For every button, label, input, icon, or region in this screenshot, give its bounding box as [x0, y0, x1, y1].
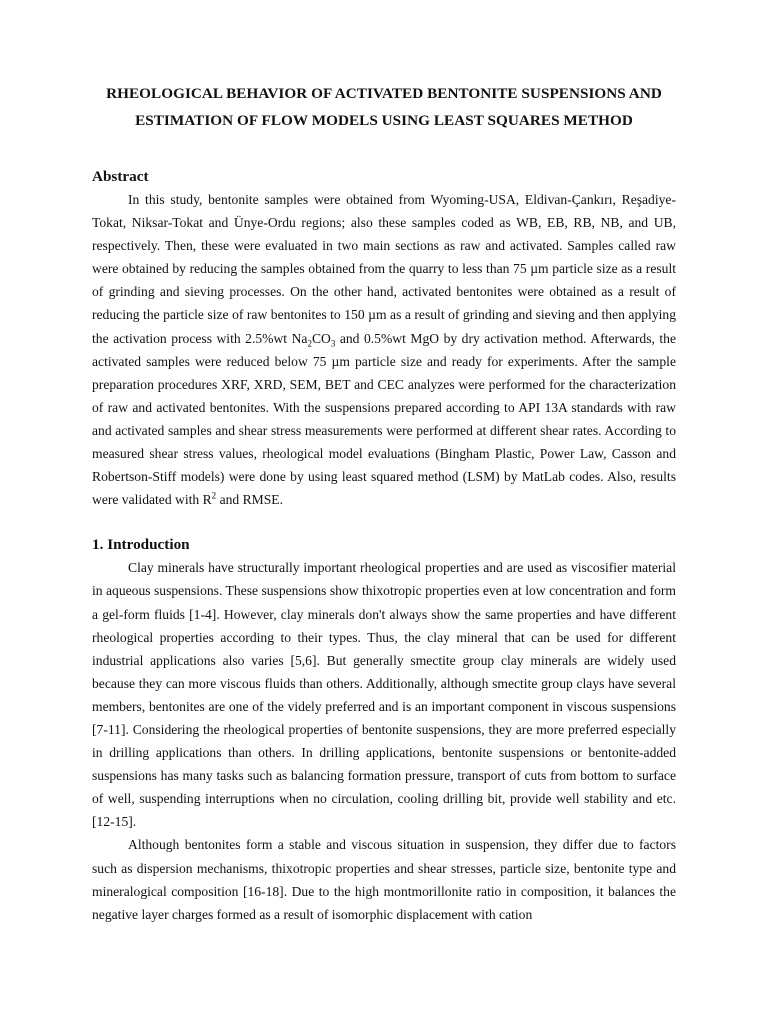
- abstract-text-part-2: CO: [311, 330, 331, 346]
- introduction-paragraph-2: Although bentonites form a stable and viscous situation in suspension, they differ due to factors such as dispersion mechanisms, thixotropic properties and shear stresses, particle size, bentonite type and mineralogical composition [16-18]. Due to the high montmorillonite ratio in composition, it balances the negative layer charges formed as a result of isomorphic displacement with cation: [92, 837, 676, 922]
- abstract-subscript-2: 2: [307, 338, 312, 349]
- abstract-paragraph: [92, 188, 676, 511]
- abstract-heading: Abstract: [92, 168, 149, 185]
- abstract-subscript-3: 3: [330, 338, 336, 349]
- abstract-text-part-1: In this study, bentonite samples were obtained from Wyoming-USA, Eldivan-Çankırı, Reşadiye-Tokat, Niksar-Tokat and Ünye-Ordu regions; also these samples coded as WB, EB, RB, NB, and UB, respectively. Then, these were evaluated in two main sections as raw and activated. Samples called raw were obtained by reducing the samples obtained from the quarry to less than 75 µm particle size as a result of grinding and sieving processes. On the other hand, activated bentonites were obtained as a result of reducing the particle size of raw bentonites to 150 µm as a result of grinding and sieving and then applying the activation process with 2.5%wt Na: [92, 192, 676, 346]
- introduction-heading: 1. Introduction: [92, 536, 190, 554]
- abstract-superscript-2: 2: [211, 490, 217, 501]
- introduction-paragraph-1: Clay minerals have structurally important rheological properties and are used as viscosifier material in aqueous suspensions. These suspensions show thixotropic properties even at low concentration and form a gel-form fluids [1-4]. However, clay minerals don't always show the same properties and have different rheological properties according to their types. Thus, the clay mineral that can be used for different industrial applications also varies [5,6]. But generally smectite group clay minerals are widely used because they can more viscous fluids than others. Additionally, although smectite group clays have several members, bentonites are one of the videly preferred and is an important component in viscous suspensions [7-11]. Considering the rheological properties of bentonite suspensions, they are more preferred especially in drilling applications than others. In drilling applications, bentonite suspensions or bentonite-added suspensions has many tasks such as balancing formation pressure, transport of cuts from bottom to surface of well, suspending interruptions when no circulation, cooling drilling bit, provide well stability and etc. [12-15].: [92, 560, 676, 830]
- paper-page: [92, 80, 676, 926]
- paper-title-line-1: RHEOLOGICAL BEHAVIOR OF ACTIVATED BENTONITE SUSPENSIONS AND: [106, 85, 662, 102]
- abstract-text-part-4: and RMSE.: [216, 492, 284, 508]
- abstract-text-part-3: and 0.5%wt MgO by dry activation method. Afterwards, the activated samples were reduced below 75 µm particle size and ready for experiments. After the sample preparation procedures XRF, XRD, SEM, BET and CEC analyzes were performed for the characterization of raw and activated bentonites. With the suspensions prepared according to API 13A standards with raw and activated samples and shear stress measurements were performed at different shear rates. According to measured shear stress values, rheological model evaluations (Bingham Plastic, Power Law, Casson and Robertson-Stiff models) were done by using least squared method (LSM) by MatLab codes. Also, results were validated with R: [92, 330, 676, 508]
- paper-title-line-2: ESTIMATION OF FLOW MODELS USING LEAST SQUARES METHOD: [135, 112, 633, 129]
- paper-title: [92, 80, 676, 134]
